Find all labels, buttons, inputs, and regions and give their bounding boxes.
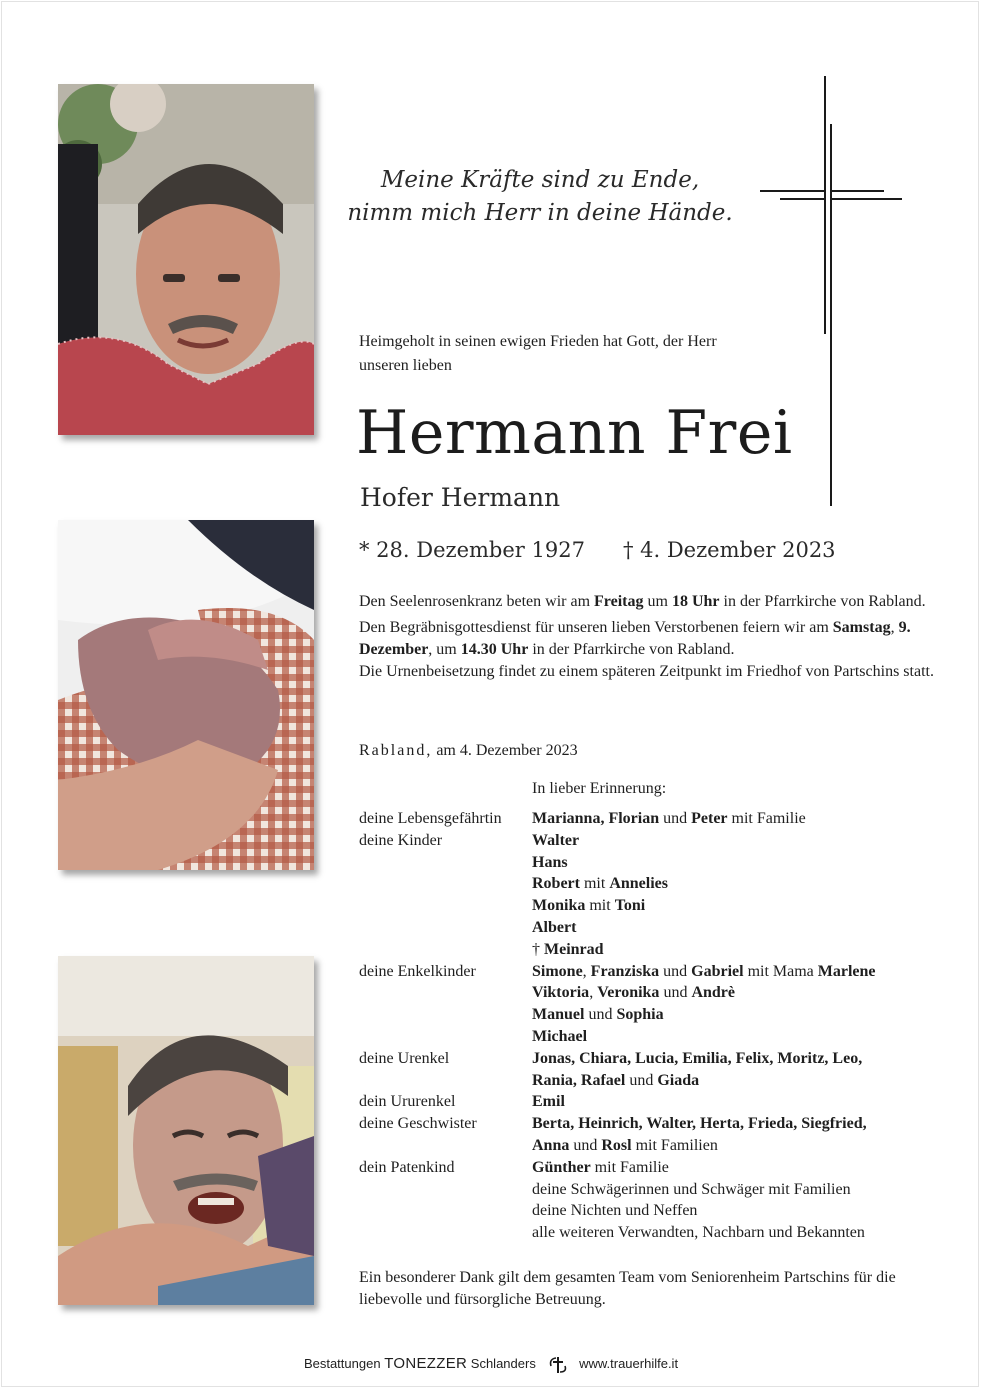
mourner-name-part: Berta, Heinrich, Walter, Herta, Frieda, Siegfried, bbox=[532, 1115, 867, 1133]
birth-date: * 28. Dezember 1927 bbox=[359, 538, 585, 562]
mourner-relation bbox=[359, 1179, 532, 1201]
mourner-names bbox=[532, 808, 806, 830]
mourner-relation bbox=[359, 1070, 532, 1092]
deceased-alt-name: Hofer Hermann bbox=[360, 483, 561, 512]
mourner-name-part: mit Familien bbox=[631, 1136, 718, 1154]
mourner-row bbox=[359, 808, 876, 830]
mourner-name-part: Andrè bbox=[691, 984, 735, 1002]
mourner-name-part: Sophia bbox=[616, 1006, 664, 1024]
mourner-name-part: und bbox=[659, 962, 692, 980]
mourner-name-part: mit bbox=[579, 875, 610, 893]
quote-line-2: nimm mich Herr in deine Hände. bbox=[347, 200, 733, 226]
death-date: † 4. Dezember 2023 bbox=[622, 538, 836, 562]
mourner-names bbox=[532, 982, 735, 1004]
mourner-row bbox=[359, 1222, 876, 1244]
mourner-relation bbox=[359, 939, 532, 961]
mourner-row bbox=[359, 1200, 876, 1222]
mourner-name-part: Michael bbox=[532, 1027, 588, 1045]
mourner-relation bbox=[359, 852, 532, 874]
mourner-names bbox=[532, 1048, 862, 1070]
mourner-names bbox=[532, 1070, 699, 1092]
footer-town: Schlanders bbox=[470, 1356, 536, 1371]
intro-line-2: unseren lieben bbox=[359, 357, 452, 374]
mourner-row bbox=[359, 1091, 876, 1113]
place-city: Rabland, bbox=[359, 742, 433, 759]
holding-hands-photo bbox=[58, 520, 314, 870]
mourner-names bbox=[532, 1113, 867, 1135]
mourner-name-part: Giada bbox=[657, 1071, 700, 1089]
laughing-portrait-photo bbox=[58, 956, 314, 1305]
footer-brand: TONEZZER bbox=[384, 1355, 468, 1372]
mourner-relation: deine Kinder bbox=[359, 831, 443, 849]
mourner-relation bbox=[359, 873, 532, 895]
quote-line-1: Meine Kräfte sind zu Ende, bbox=[380, 167, 700, 193]
urn-text: Die Urnenbeisetzung findet zu einem späteren Zeitpunkt im Friedhof von Partschins statt. bbox=[359, 663, 934, 680]
mourner-relation bbox=[359, 1135, 532, 1157]
quote bbox=[340, 164, 740, 230]
mourner-name-part: Franziska bbox=[590, 962, 660, 980]
mourner-name-part: Hans bbox=[532, 853, 568, 871]
footer-prefix: Bestattungen bbox=[303, 1356, 381, 1371]
mourner-name-part: Emil bbox=[532, 1093, 565, 1111]
mourner-name-part: Toni bbox=[614, 897, 646, 915]
mourner-relation bbox=[359, 982, 532, 1004]
mourner-name-part: und bbox=[659, 984, 692, 1002]
mourner-relation: deine Geschwister bbox=[359, 1115, 477, 1133]
mourner-names bbox=[532, 830, 579, 852]
mourner-name-part: mit bbox=[585, 897, 615, 915]
mourner-row bbox=[359, 1026, 876, 1048]
mourner-name-part: deine Nichten und Neffen bbox=[532, 1202, 698, 1220]
mourner-relation bbox=[359, 1222, 532, 1244]
mourner-name-part: Günther bbox=[532, 1158, 591, 1176]
mourner-name-part: Viktoria bbox=[532, 984, 590, 1002]
mourner-name-part: und bbox=[584, 1006, 617, 1024]
mourner-row bbox=[359, 1070, 876, 1092]
mourner-relation bbox=[359, 917, 532, 939]
mourner-relation bbox=[359, 1200, 532, 1222]
mourner-relation: dein Ururenkel bbox=[359, 1093, 456, 1111]
mourner-relation bbox=[359, 1004, 532, 1026]
mourner-row bbox=[359, 917, 876, 939]
trauerhilfe-logo-icon bbox=[547, 1356, 569, 1374]
mourners-list bbox=[359, 808, 876, 1244]
place-date: am 4. Dezember 2023 bbox=[436, 742, 578, 759]
mourner-name-part: Manuel bbox=[532, 1006, 585, 1024]
footer bbox=[0, 1355, 982, 1374]
mourner-row bbox=[359, 852, 876, 874]
mourner-names bbox=[532, 852, 568, 874]
mourner-row bbox=[359, 873, 876, 895]
mourner-names bbox=[532, 939, 604, 961]
mourner-names bbox=[532, 1135, 718, 1157]
mourner-row bbox=[359, 830, 876, 852]
mourner-name-part: Veronika bbox=[597, 984, 660, 1002]
mourner-relation: deine Enkelkinder bbox=[359, 962, 476, 980]
intro-line-1: Heimgeholt in seinen ewigen Frieden hat Gott, der Herr bbox=[359, 333, 717, 350]
mourner-name-part: Rosl bbox=[601, 1136, 632, 1154]
mourner-relation: deine Urenkel bbox=[359, 1049, 450, 1067]
mourner-names bbox=[532, 895, 645, 917]
footer-website: www.trauerhilfe.it bbox=[579, 1356, 679, 1371]
mourner-name-part: , bbox=[582, 962, 591, 980]
mourner-name-part: , bbox=[589, 984, 598, 1002]
intro-text bbox=[359, 330, 779, 378]
mourner-name-part: Gabriel bbox=[691, 962, 744, 980]
mourner-name-part: Marlene bbox=[817, 962, 876, 980]
mourner-names bbox=[532, 1004, 664, 1026]
mourner-name-part: Anna bbox=[532, 1136, 570, 1154]
mourner-name-part: Monika bbox=[532, 897, 586, 915]
mourner-name-part: Peter bbox=[691, 810, 728, 827]
mourner-name-part: Walter bbox=[532, 831, 580, 849]
mourner-name-part: mit Familie bbox=[590, 1158, 669, 1176]
mourner-name-part: deine Schwägerinnen und Schwäger mit Familien bbox=[532, 1180, 851, 1198]
place-and-date bbox=[359, 740, 578, 762]
deceased-name: Hermann Frei bbox=[356, 398, 793, 468]
mourner-names bbox=[532, 961, 876, 983]
thanks-text: Ein besonderer Dank gilt dem gesamten Team vom Seniorenheim Partschins für die liebevolle und fürsorgliche Betreuung. bbox=[359, 1269, 896, 1308]
mourner-names bbox=[532, 1222, 865, 1244]
mourner-names bbox=[532, 917, 576, 939]
mourner-row bbox=[359, 939, 876, 961]
mourner-name-part: alle weiteren Verwandten, Nachbarn und Bekannten bbox=[532, 1224, 865, 1242]
remembrance-heading: In lieber Erinnerung: bbox=[532, 780, 667, 797]
life-dates bbox=[359, 534, 874, 566]
portrait-photo bbox=[58, 84, 314, 435]
mourner-names bbox=[532, 1091, 565, 1113]
mourner-relation: dein Patenkind bbox=[359, 1158, 455, 1176]
mourner-names bbox=[532, 873, 668, 895]
mourner-name-part: Marianna, Florian bbox=[532, 810, 660, 827]
mourner-name-part: mit Mama bbox=[743, 962, 818, 980]
mourner-name-part: mit Familie bbox=[727, 810, 806, 827]
mourner-names bbox=[532, 1026, 587, 1048]
mourner-row bbox=[359, 1135, 876, 1157]
mourner-name-part: Simone bbox=[532, 962, 583, 980]
mourner-row bbox=[359, 961, 876, 983]
mourner-row bbox=[359, 1157, 876, 1179]
mourner-row bbox=[359, 1004, 876, 1026]
mourner-relation bbox=[359, 1026, 532, 1048]
mourner-row bbox=[359, 1179, 876, 1201]
mourner-name-part: Rania, Rafael bbox=[532, 1071, 626, 1089]
mourner-name-part: und bbox=[659, 810, 692, 827]
mourner-name-part: und bbox=[569, 1136, 602, 1154]
mourner-names bbox=[532, 1200, 697, 1222]
mourner-relation: deine Lebensgefährtin bbox=[359, 810, 502, 827]
mourner-row bbox=[359, 895, 876, 917]
mourner-names bbox=[532, 1157, 669, 1179]
mourner-name-part: Robert bbox=[532, 875, 580, 893]
funeral-text: Den Begräbnisgottesdienst für unseren lieben Verstorbenen feiern wir am Samstag, 9. Dezember, um 14.30 Uhr in der Pfarrkirche von Rabland. Die Urnenbeisetzung findet zu einem späteren Zeitpunkt im Friedhof von Partschins statt. bbox=[359, 619, 934, 680]
mourner-relation bbox=[359, 895, 532, 917]
mourner-name-part: Jonas, Chiara, Lucia, Emilia, Felix, Moritz, Leo, bbox=[532, 1049, 863, 1067]
mourner-row bbox=[359, 1113, 876, 1135]
mourner-row bbox=[359, 1048, 876, 1070]
mourner-row bbox=[359, 982, 876, 1004]
mourner-name-part: Meinrad bbox=[544, 940, 604, 958]
mourner-name-part: Annelies bbox=[609, 875, 668, 893]
service-details bbox=[359, 591, 939, 687]
mourner-names bbox=[532, 1179, 851, 1201]
mourner-name-part: † bbox=[532, 940, 544, 958]
mourner-name-part: und bbox=[625, 1071, 658, 1089]
rosary-text: Den Seelenrosenkranz beten wir am Freitag um 18 Uhr in der Pfarrkirche von Rabland. bbox=[359, 593, 926, 610]
mourner-name-part: Albert bbox=[532, 918, 577, 936]
